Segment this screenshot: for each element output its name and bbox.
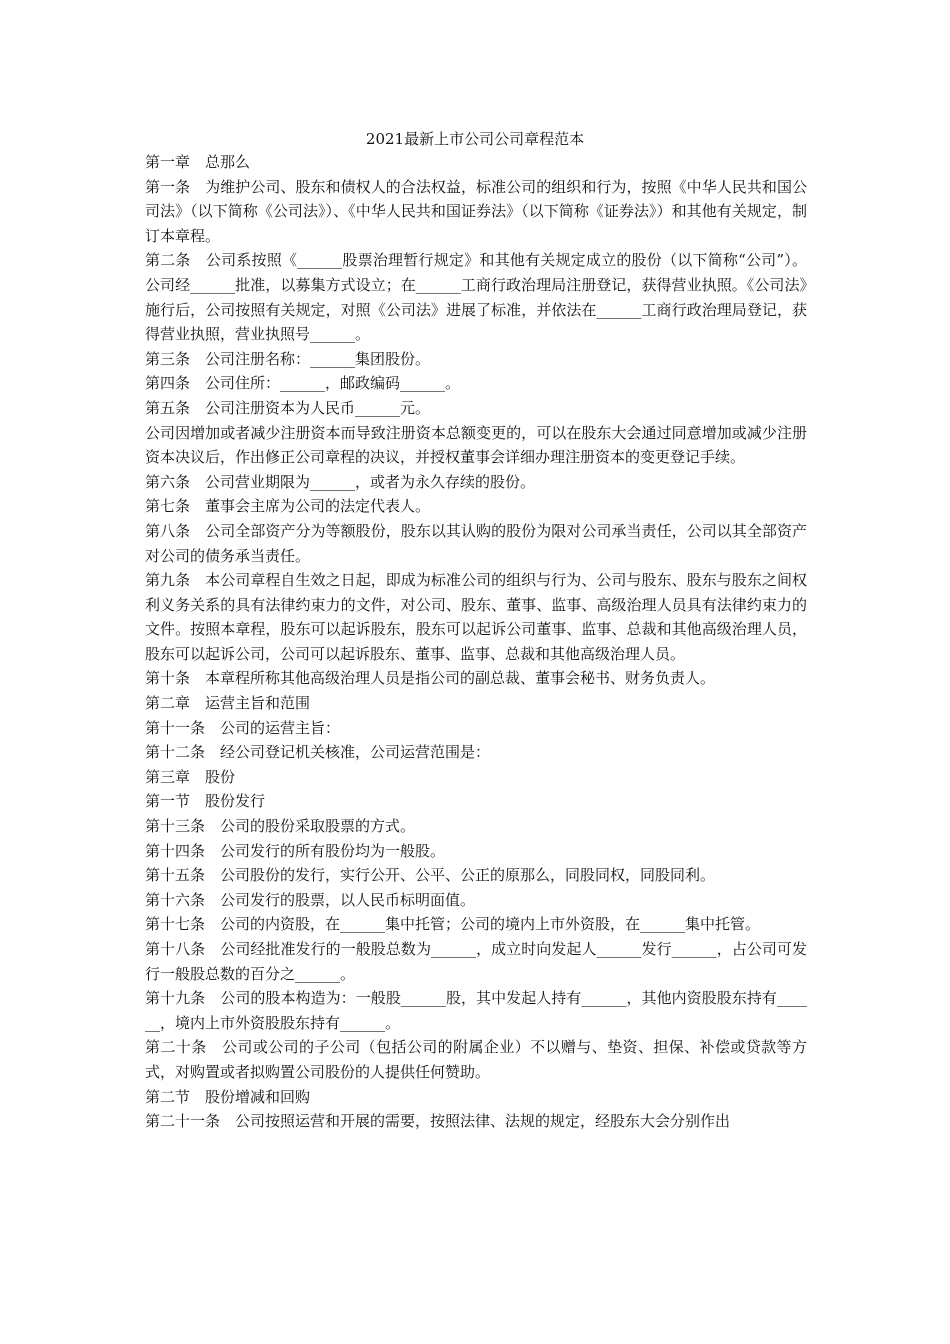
article-paragraph: 第二十一条 公司按照运营和开展的需要，按照法律、法规的规定，经股东大会分别作出 xyxy=(145,1112,731,1131)
article-paragraph: 第七条 董事会主席为公司的法定代表人。 xyxy=(145,497,431,516)
article-paragraph: 第五条 公司注册资本为人民币______元。 xyxy=(145,398,431,417)
chapter-heading: 第三章 股份 xyxy=(145,767,236,786)
chapter-heading: 第一章 总那么 xyxy=(145,153,251,171)
chapter-heading: 第二章 运营主旨和范围 xyxy=(145,694,311,713)
article-paragraph: 第十六条 公司发行的股票，以人民币标明面值。 xyxy=(145,890,476,909)
article-paragraph: 第二条 公司系按照《______股票治理暂行规定》和其他有关规定成立的股份（以下简称“公司”）。公司经______批准，以募集方式设立；在______工商行政治理局注册登记，获得营业执照。《公司法》施行后，公司按照有关规定，对照《公司法》进展了标准，并依法在______工商行政治理局登记，获得营业执照，营业执照号______。 xyxy=(145,251,807,344)
article-paragraph: 第十二条 经公司登记机关核准，公司运营范围是： xyxy=(145,743,491,762)
article-paragraph: 第二十条 公司或公司的子公司（包括公司的附属企业）不以赠与、垫资、担保、补偿或贷款等方式，对购置或者拟购置公司股份的人提供任何赞助。 xyxy=(145,1038,807,1081)
section-heading: 第一节 股份发行 xyxy=(145,792,266,811)
article-paragraph: 第九条 本公司章程自生效之日起，即成为标准公司的组织与行为、公司与股东、股东与股东之间权利义务关系的具有法律约束力的文件，对公司、股东、董事、监事、高级治理人员具有法律约束力的文件。按照本章程，股东可以起诉股东，股东可以起诉公司董事、监事、总裁和其他高级治理人员，股东可以起诉公司，公司可以起诉股东、董事、监事、总裁和其他高级治理人员。 xyxy=(145,571,807,663)
article-paragraph: 第六条 公司营业期限为______，或者为永久存续的股份。 xyxy=(145,472,536,491)
article-paragraph: 第八条 公司全部资产分为等额股份，股东以其认购的股份为限对公司承当责任，公司以其全部资产对公司的债务承当责任。 xyxy=(145,521,807,565)
document-body xyxy=(145,150,807,1134)
article-paragraph: 第十九条 公司的股本构造为：一般股______股，其中发起人持有______，其他内资股股东持有______，境内上市外资股股东持有______。 xyxy=(145,989,807,1032)
body-paragraph: 公司因增加或者减少注册资本而导致注册资本总额变更的，可以在股东大会通过同意增加或减少注册资本决议后，作出修正公司章程的决议，并授权董事会详细办理注册资本的变更登记手续。 xyxy=(145,423,807,467)
section-heading: 第二节 股份增减和回购 xyxy=(145,1087,311,1106)
article-paragraph: 第十八条 公司经批准发行的一般股总数为______，成立时向发起人______发行______，占公司可发行一般股总数的百分之______。 xyxy=(145,940,807,983)
article-paragraph: 第十五条 公司股份的发行，实行公开、公平、公正的原那么，同股同权，同股同利。 xyxy=(145,866,716,885)
article-paragraph: 第三条 公司注册名称：______集团股份。 xyxy=(145,349,431,368)
article-paragraph: 第十四条 公司发行的所有股份均为一般股。 xyxy=(145,841,446,860)
article-paragraph: 第十七条 公司的内资股，在______集中托管；公司的境内上市外资股，在______集中托管。 xyxy=(145,915,761,934)
article-paragraph: 第四条 公司住所：______，邮政编码______。 xyxy=(145,374,461,393)
article-paragraph: 第十一条 公司的运营主旨： xyxy=(145,718,341,737)
article-paragraph: 第十三条 公司的股份采取股票的方式。 xyxy=(145,817,416,836)
document-title: 2021最新上市公司公司章程范本 xyxy=(365,130,585,148)
article-paragraph: 第一条 为维护公司、股东和债权人的合法权益，标准公司的组织和行为，按照《中华人民共和国公司法》（以下简称《公司法》）、《中华人民共和国证券法》（以下简称《证券法》）和其他有关规定，制订本章程。 xyxy=(145,177,807,245)
article-paragraph: 第十条 本章程所称其他高级治理人员是指公司的副总裁、董事会秘书、财务负责人。 xyxy=(145,669,716,688)
